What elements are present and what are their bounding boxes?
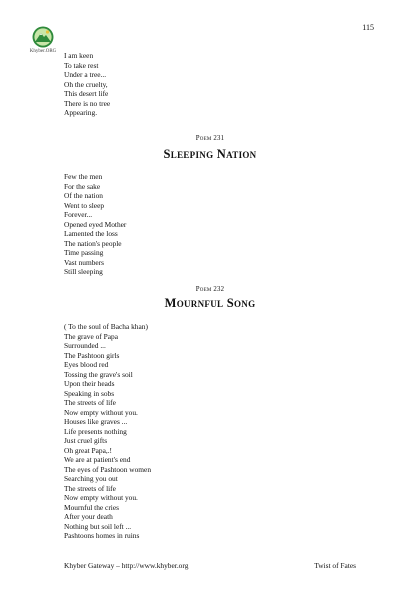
poem-line: The Pashtoon girls	[64, 350, 120, 360]
poem-line: The streets of life	[64, 483, 116, 493]
poem-line: Under a tree...	[64, 70, 107, 79]
poem-line: Now empty without you.	[64, 493, 138, 502]
poem-line: Speaking in sobs	[64, 388, 115, 398]
poem-line: Nothing but soil left ...	[64, 521, 132, 531]
poem-line: Eyes blood red	[64, 360, 109, 369]
poem-line: Surrounded ...	[64, 341, 106, 350]
poem-line: The grave of Papa	[64, 331, 118, 341]
poem-line: Time passing	[64, 248, 104, 257]
poem-line: Oh great Papa,.!	[64, 445, 113, 455]
site-logo	[26, 26, 60, 54]
poem-line: Of the nation	[64, 191, 103, 200]
poem-title: Mournful Song	[164, 296, 256, 310]
poem-line: The streets of life	[64, 398, 116, 407]
poem-line: Now empty without you.	[64, 407, 138, 417]
poem-line: Lamented the loss	[64, 229, 118, 238]
poem-line: Few the men	[64, 172, 103, 181]
poem-line: Tossing the grave's soil	[64, 369, 133, 379]
poem-line: Just cruel gifts	[64, 436, 108, 445]
footer-book-title: Twist of Fates	[314, 561, 356, 570]
footer-source: Khyber Gateway – http://www.khyber.org	[64, 561, 189, 570]
poem-line: Vast numbers	[64, 257, 105, 267]
poem-line: The nation's people	[64, 238, 122, 248]
poem-line: Oh the cruelty,	[64, 79, 108, 89]
poem-line: Opened eyed Mother	[64, 219, 127, 229]
poem-line: This desert life	[64, 89, 109, 98]
poem-number: Poem 232	[195, 286, 225, 293]
poem-line: Forever...	[64, 210, 93, 219]
poem-line: Still sleeping	[64, 267, 103, 276]
poem-line: For the sake	[64, 181, 101, 191]
poem-line: To take rest	[64, 60, 99, 70]
mountain-logo-icon	[32, 26, 54, 48]
poem-line: We are at patient's end	[64, 455, 131, 464]
poem-line: Pashtoons homes in ruins	[64, 531, 140, 540]
poem-body	[64, 172, 126, 277]
poem-line: Searching you out	[64, 474, 118, 483]
poem-body	[64, 322, 151, 541]
poem-line: Mournful the cries	[64, 502, 120, 512]
poem-title: Sleeping Nation	[163, 147, 257, 161]
poem-line: Appearing.	[64, 108, 98, 117]
poem-line: Life presents nothing	[64, 426, 127, 436]
poem-line: There is no tree	[64, 98, 111, 108]
page-number: 115	[362, 23, 374, 32]
poem-line: I am keen	[64, 51, 94, 60]
intro-stanza	[64, 51, 110, 118]
logo-text: Khyber.ORG	[29, 49, 57, 54]
poem-number: Poem 231	[195, 135, 225, 142]
poem-line: Went to sleep	[64, 200, 105, 210]
poem-line: ( To the soul of Bacha khan)	[64, 322, 148, 331]
poem-line: Upon their heads	[64, 379, 115, 388]
poem-line: The eyes of Pashtoon women	[64, 464, 152, 474]
poem-line: After your death	[64, 512, 113, 521]
poem-line: Houses like graves ...	[64, 417, 128, 426]
